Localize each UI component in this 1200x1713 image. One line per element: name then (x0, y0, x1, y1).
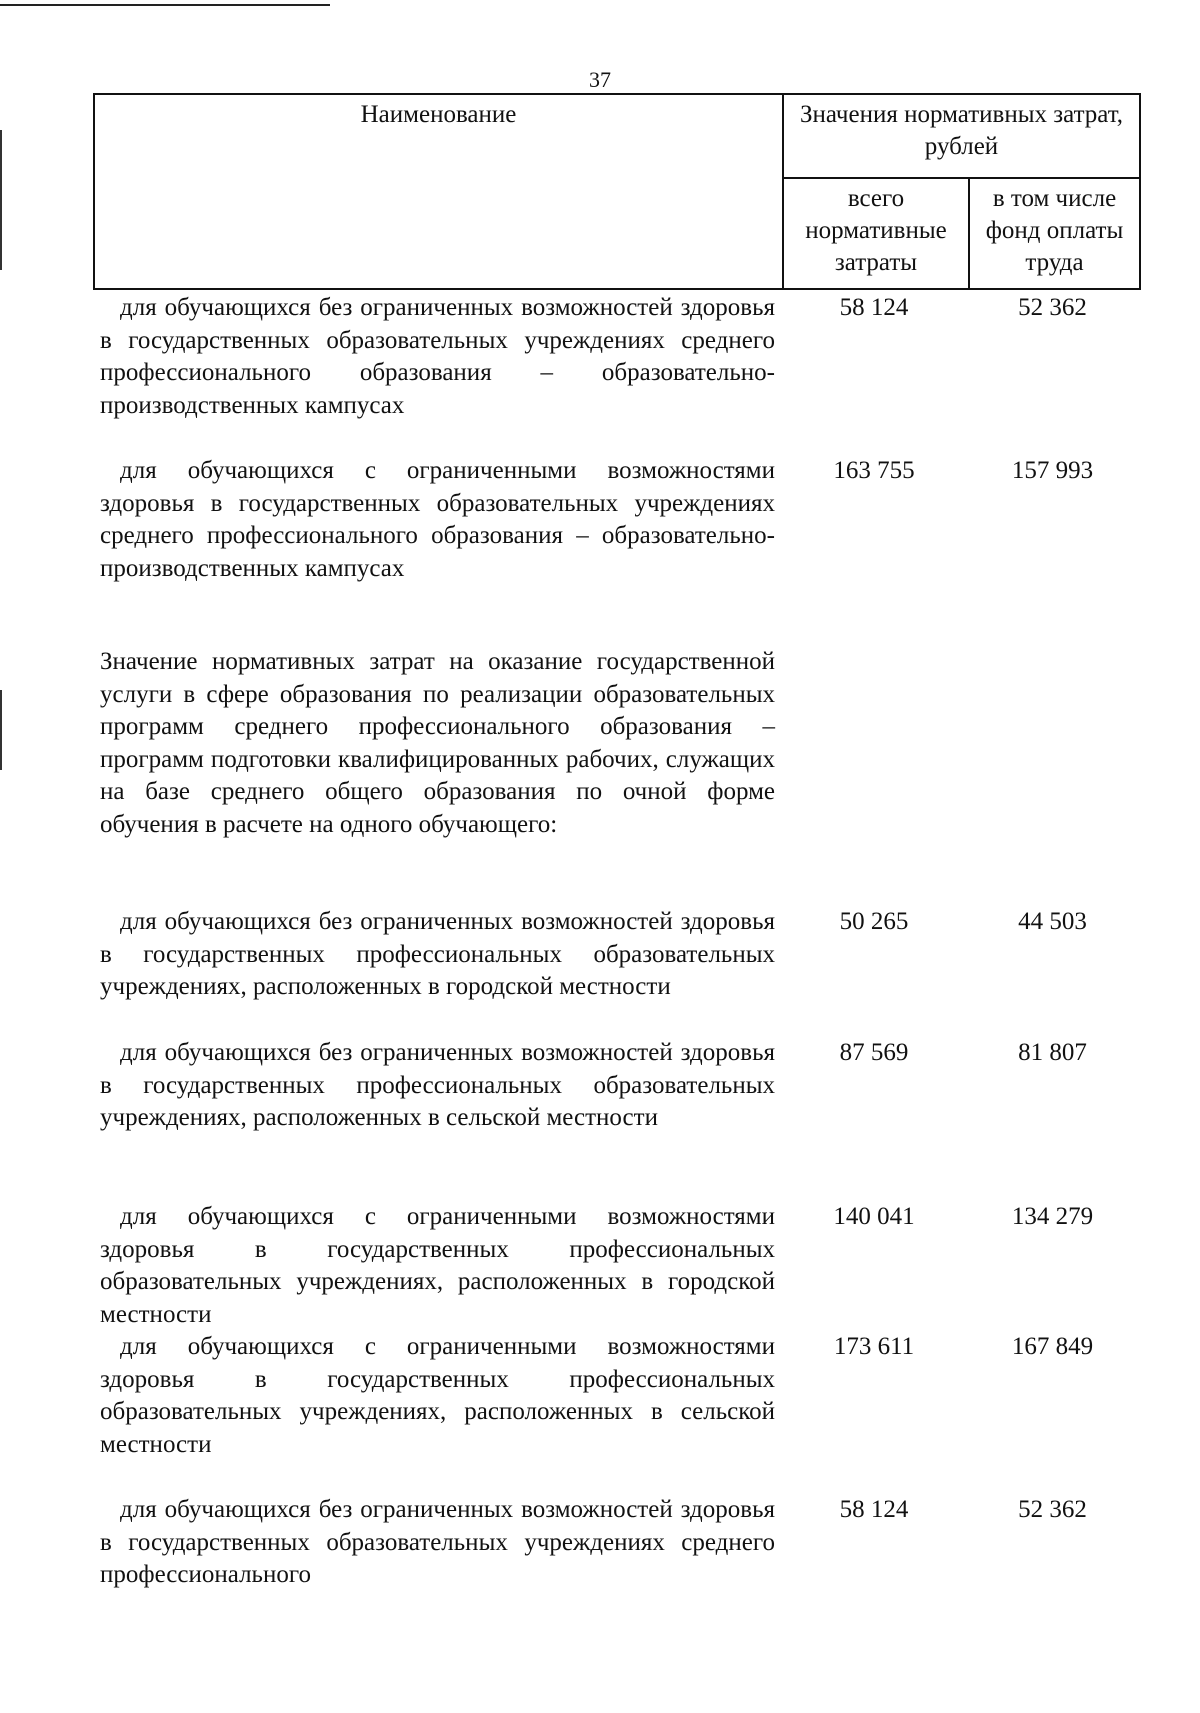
row-value-total: 87 569 (839, 1039, 909, 1066)
scan-edge-line (0, 130, 2, 270)
row-description: для обучающихся без ограниченных возможностей здоровья в государственных профессиональных образовательных учреждениях, расположенных в городской местности (100, 908, 775, 1001)
row-description: для обучающихся без ограниченных возможностей здоровья в государственных профессиональных образовательных учреждениях, расположенных в сельской местности (100, 1039, 775, 1132)
row-description: для обучающихся без ограниченных возможностей здоровья в государственных образовательных учреждениях среднего профессионального (100, 1496, 775, 1589)
table-divider (782, 177, 1139, 179)
scan-edge-line (0, 4, 330, 6)
row-description: для обучающихся с ограниченными возможностями здоровья в государственных образовательных учреждениях среднего профессионального образования – образовательно-производственных кампусах (100, 457, 775, 582)
row-value-total: 140 041 (833, 1203, 915, 1230)
row-value-fot: 44 503 (1018, 908, 1087, 935)
column-header-total: всего нормативные затраты (805, 185, 947, 276)
row-value-fot: 167 849 (1011, 1333, 1094, 1360)
row-value-fot: 52 362 (1018, 1496, 1087, 1523)
table-header (93, 93, 1141, 290)
row-value-fot: 52 362 (1018, 294, 1087, 321)
row-value-total: 173 611 (833, 1333, 915, 1360)
row-value-total: 58 124 (839, 1496, 909, 1523)
row-value-fot: 81 807 (1018, 1039, 1087, 1066)
row-description: для обучающихся с ограниченными возможностями здоровья в государственных профессиональных образовательных учреждениях, расположенных в городской местности (100, 1203, 775, 1328)
section-heading-text: Значение нормативных затрат на оказание государственной услуги в сфере образования по реализации образовательных программ среднего профессионального образования – программ подготовки квалифицированных рабочих, служащих на базе среднего общего образования по очной форме обучения в расчете на одного обучающего: (100, 648, 775, 838)
row-value-total: 50 265 (839, 908, 909, 935)
row-value-fot: 157 993 (1011, 457, 1094, 484)
row-description: для обучающихся с ограниченными возможностями здоровья в государственных профессиональных образовательных учреждениях, расположенных в сельской местности (100, 1333, 775, 1458)
row-value-total: 58 124 (839, 294, 909, 321)
row-description: для обучающихся без ограниченных возможностей здоровья в государственных образовательных учреждениях среднего профессионального образования – образовательно-производственных кампусах (100, 294, 775, 419)
row-value-total: 163 755 (833, 457, 915, 484)
row-value-fot: 134 279 (1011, 1203, 1094, 1230)
column-header-name: Наименование (360, 101, 517, 128)
page-number: 37 (589, 67, 611, 92)
scan-edge-line (0, 690, 2, 770)
column-header-fot: в том числе фонд оплаты труда (985, 185, 1124, 276)
column-header-values: Значения нормативных затрат, рублей (799, 101, 1124, 160)
